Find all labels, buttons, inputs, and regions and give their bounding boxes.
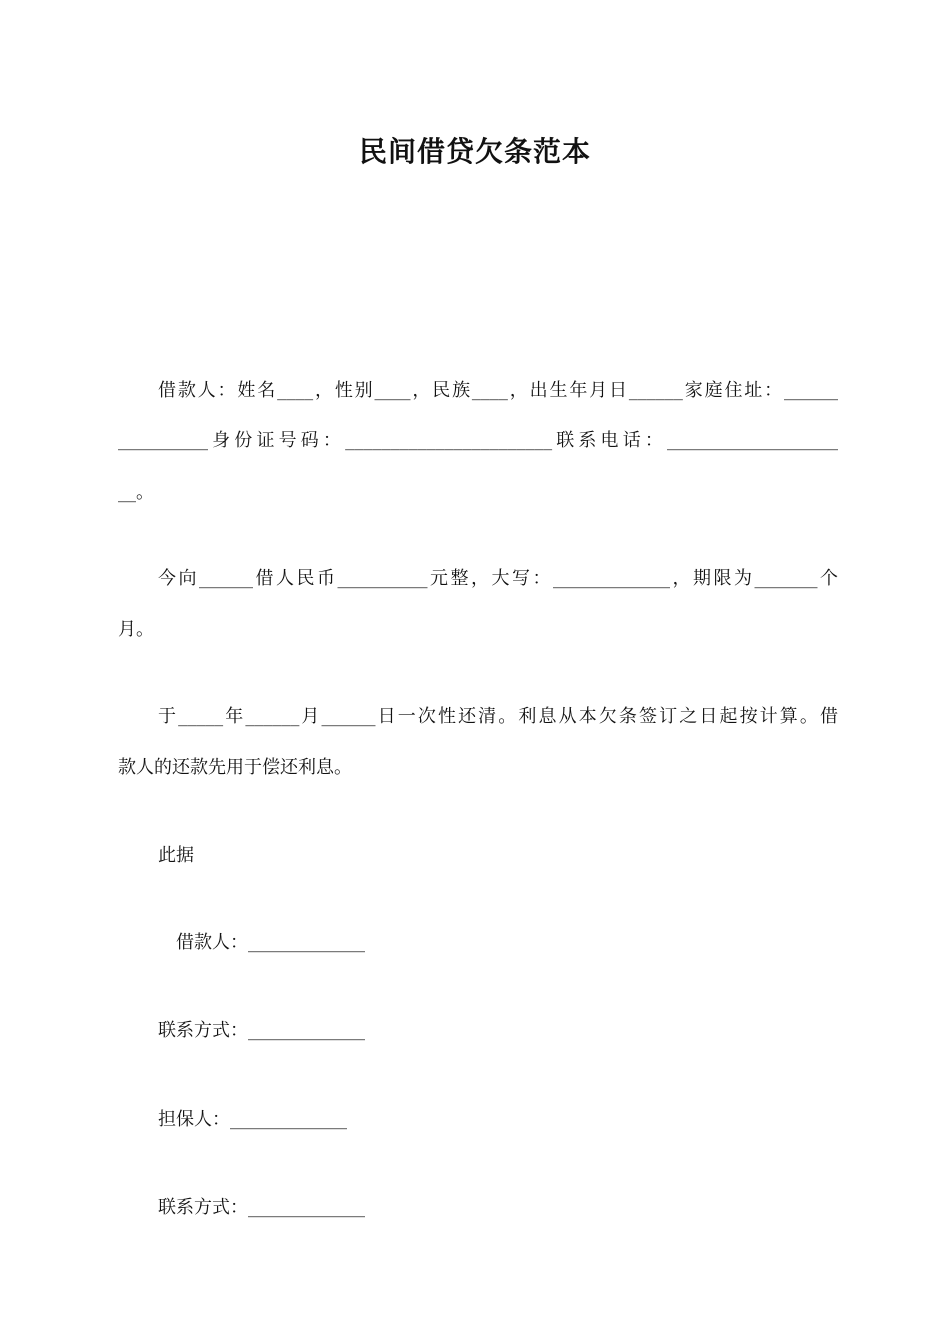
loan-amount-line-1: 今向______借人民币__________元整，大写：_____________，期限为_______个 <box>158 568 838 589</box>
guarantor-contact: 联系方式：_____________ <box>158 1197 365 1218</box>
borrower-info-line-2: __________身份证号码：_______________________联系电话：___________________ <box>118 430 838 451</box>
closing-text: 此据 <box>158 845 194 866</box>
guarantor-signature: 担保人：_____________ <box>158 1109 347 1130</box>
loan-amount-line-2: 月。 <box>118 619 154 640</box>
borrower-contact: 联系方式：_____________ <box>158 1020 365 1041</box>
document-title: 民间借贷欠条范本 <box>358 135 591 168</box>
repayment-line-2: 款人的还款先用于偿还利息。 <box>118 757 352 778</box>
borrower-signature: 借款人：_____________ <box>176 932 365 953</box>
borrower-info-line-1: 借款人：姓名____，性别____，民族____，出生年月日______家庭住址：______ <box>158 380 838 401</box>
repayment-line-1: 于_____年______月______日一次性还清。利息从本欠条签订之日起按计算。借 <box>158 706 838 727</box>
borrower-info-line-3: __。 <box>118 482 154 503</box>
